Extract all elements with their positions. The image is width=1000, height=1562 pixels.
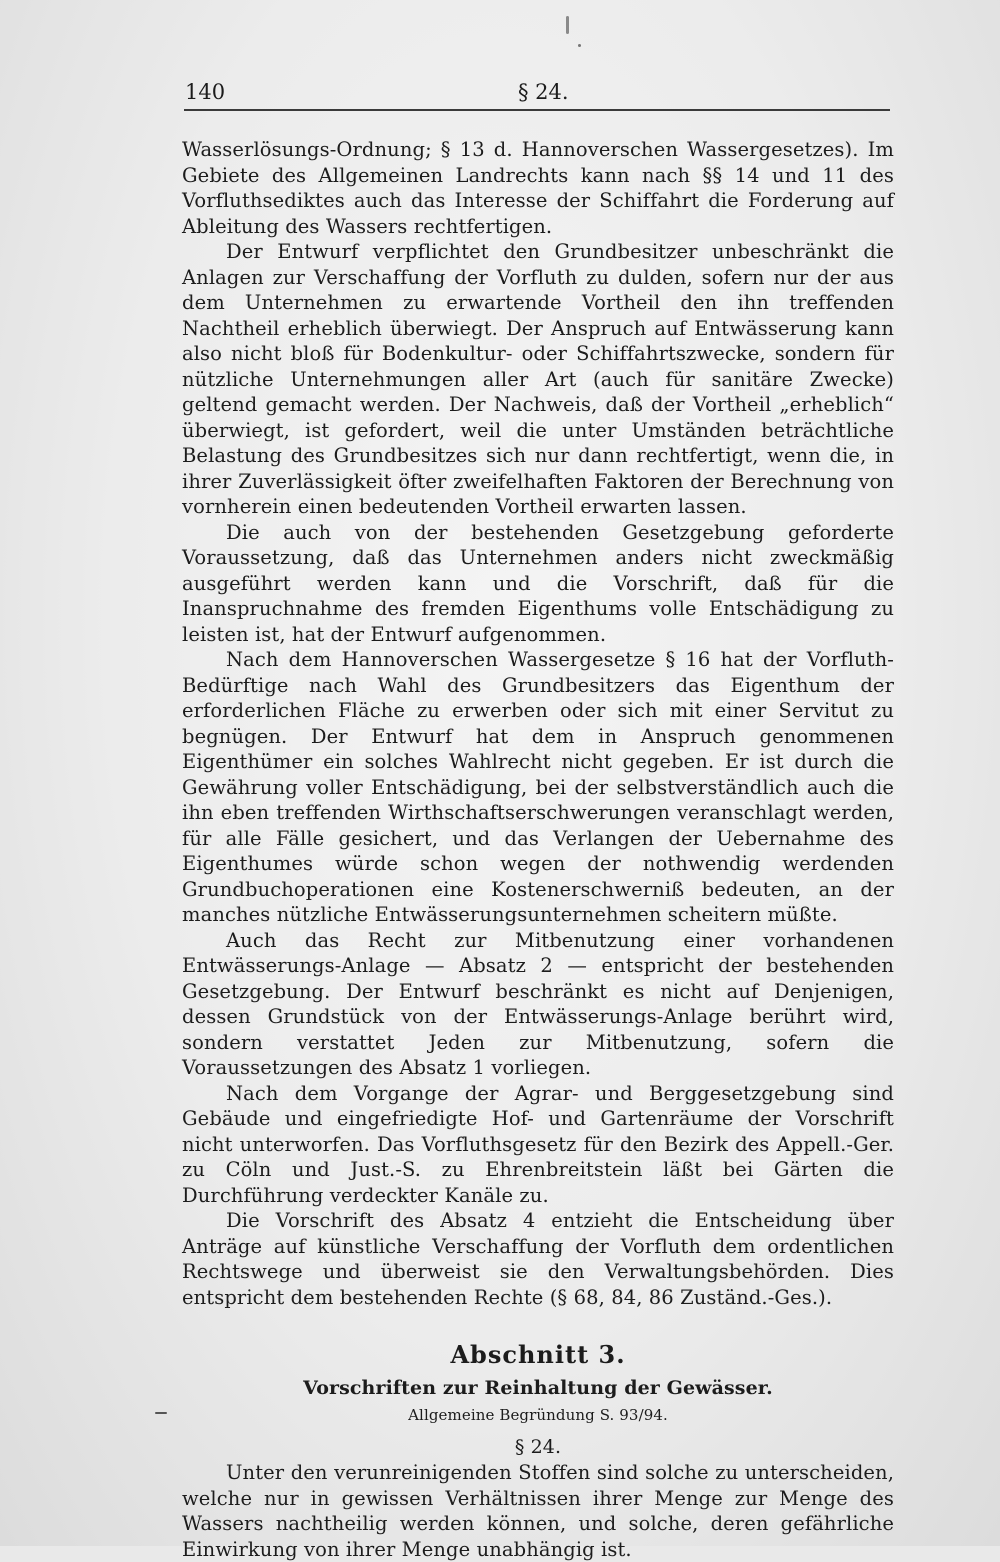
- ink-speck: [578, 44, 581, 47]
- paragraph: Die auch von der bestehenden Gesetzgebung geforderte Voraussetzung, daß das Unternehmen anders nicht zweckmäßig ausgeführt werden kann und die Vorschrift, daß für die Inanspruchnahme des fremden Eigenthums volle Entschädigung zu leisten ist, hat der Entwurf aufgenommen.: [182, 520, 894, 646]
- header-rule: [184, 109, 890, 111]
- paragraph: Nach dem Hannoverschen Wassergesetze § 16 hat der Vorfluth-Bedürftige nach Wahl des Grundbesitzers das Eigenthum der erforderlichen Fläche zu erwerben oder sich mit einer Servitut zu begnügen. Der Entwurf hat dem in Anspruch genommenen Eigenthümer ein solches Wahlrecht nicht gegeben. Er ist durch die Gewährung voller Entschädigung, bei der selbstverständlich auch die ihn eben treffenden Wirthschaftserschwerungen veranschlagt werden, für alle Fälle gesichert, und das Verlangen der Uebernahme des Eigenthumes würde schon wegen der nothwendig werdenden Grundbuchoperationen eine Kostenerschwerniß bedeuten, an der manches nützliche Entwässerungsunternehmen scheitern müßte.: [182, 648, 894, 926]
- page-number: 140: [185, 80, 226, 104]
- body-text: [182, 137, 894, 1562]
- running-section: § 24.: [518, 80, 569, 104]
- chapter-subtitle: Vorschriften zur Reinhaltung der Gewässer.: [303, 1377, 773, 1399]
- paragraph: Wasserlösungs-Ordnung; § 13 d. Hannoverschen Wassergesetzes). Im Gebiete des Allgemeinen Landrechts kann nach §§ 14 und 11 des Vorfluthsediktes auch das Interesse der Schiffahrt die Forderung auf Ableitung des Wassers rechtfertigen.: [182, 138, 894, 238]
- paragraph: Die Vorschrift des Absatz 4 entzieht die Entscheidung über Anträge auf künstliche Verschaffung der Vorfluth dem ordentlichen Rechtswege und überweist sie den Verwaltungsbehörden. Dies entspricht dem bestehenden Rechte (§ 68, 84, 86 Zuständ.-Ges.).: [182, 1209, 894, 1309]
- paragraph: Der Entwurf verpflichtet den Grundbesitzer unbeschränkt die Anlagen zur Verschaffung der Vorfluth zu dulden, sofern nur der aus dem Unternehmen zu erwartende Vortheil den ihn treffenden Nachtheil erheblich überwiegt. Der Anspruch auf Entwässerung kann also nicht bloß für Bodenkultur- oder Schiffahrtszwecke, sondern für nützliche Unternehmungen aller Art (auch für sanitäre Zwecke) geltend gemacht werden. Der Nachweis, daß der Vortheil „erheblich“ überwiegt, ist gefordert, weil die unter Umständen beträchtliche Belastung des Grundbesitzes sich nur dann rechtfertigt, wenn die, in ihrer Zuverlässigkeit öfter zweifelhaften Faktoren der Berechnung von vornherein einen bedeutenden Vortheil erwarten lassen.: [182, 240, 894, 518]
- running-head: [185, 80, 890, 108]
- ink-speck: [566, 16, 569, 34]
- chapter-reference: Allgemeine Begründung S. 93/94.: [408, 1406, 668, 1424]
- paragraph: Unter den verunreinigenden Stoffen sind solche zu unterscheiden, welche nur in gewissen Verhältnissen ihrer Menge zur Menge des Wassers nachtheilig werden können, und solche, deren gefährliche Einwirkung von ihrer Menge unabhängig ist.: [182, 1461, 894, 1561]
- paragraph: Nach dem Vorgange der Agrar- und Berggesetzgebung sind Gebäude und eingefriedigte Hof- und Gartenräume der Vorschrift nicht unterworfen. Das Vorfluthsgesetz für den Bezirk des Appell.-Ger. zu Cöln und Just.-S. zu Ehrenbreitstein läßt bei Gärten die Durchführung verdeckter Kanäle zu.: [182, 1081, 894, 1207]
- chapter-heading: [182, 1340, 894, 1426]
- paragraph: Auch das Recht zur Mitbenutzung einer vorhandenen Entwässerungs-Anlage — Absatz 2 — entspricht der bestehenden Gesetzgebung. Der Entwurf beschränkt es nicht auf Denjenigen, dessen Grundstück von der Entwässerungs-Anlage berührt wird, sondern verstattet Jeden zur Mitbenutzung, sofern die Voraussetzungen des Absatz 1 vorliegen.: [182, 928, 894, 1079]
- ink-speck: [155, 1412, 167, 1414]
- chapter-title: Abschnitt 3.: [450, 1340, 626, 1369]
- section-heading: § 24.: [514, 1436, 562, 1458]
